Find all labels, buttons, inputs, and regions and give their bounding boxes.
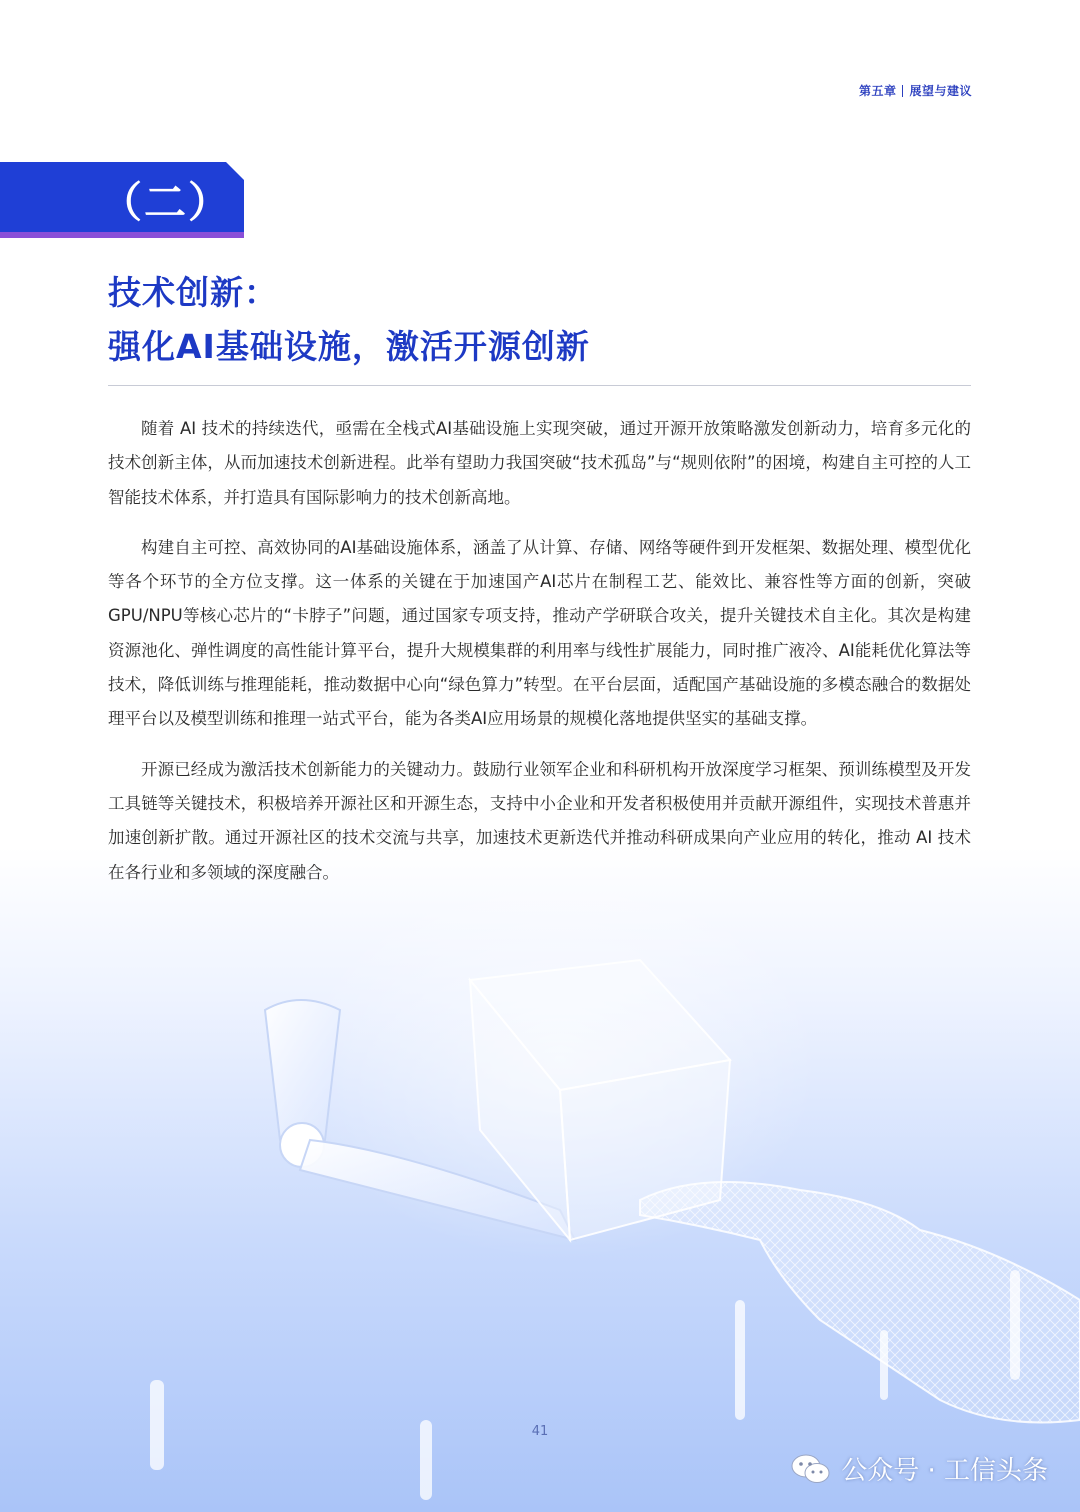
title-line-1: 技术创新： [108,273,278,312]
wechat-icon [791,1452,831,1486]
section-number-tab [0,162,244,238]
watermark-text: 公众号 · 工信头条 [841,1456,1048,1486]
body-text [108,412,971,906]
title-divider [108,385,971,386]
watermark [791,1450,1048,1487]
page-number: 41 [531,1424,549,1439]
title-line-2: 强化AI基础设施，激活开源创新 [108,327,590,366]
chapter-label: 第五章 [858,84,897,98]
header-separator [902,85,903,97]
section-label: 展望与建议 [909,84,972,98]
paragraph: 构建自主可控、高效协同的AI基础设施体系，涵盖了从计算、存储、网络等硬件到开发框架、数据处理、模型优化等各个环节的全方位支撑。这一体系的关键在于加速国产AI芯片在制程工艺、能效比、兼容性等方面的创新，突破GPU/NPU等核心芯片的“卡脖子”问题，通过国家专项支持，推动产学研联合攻关，提升关键技术自主化。其次是构建资源池化、弹性调度的高性能计算平台，提升大规模集群的利用率与线性扩展能力，同时推广液冷、AI能耗优化算法等技术，降低训练与推理能耗，推动数据中心向“绿色算力”转型。在平台层面，适配国产基础设施的多模态融合的数据处理平台以及模型训练和推理一站式平台，能为各类AI应用场景的规模化落地提供坚实的基础支撑。 [108,537,971,729]
running-header [859,82,972,99]
paragraph: 开源已经成为激活技术创新能力的关键动力。鼓励行业领军企业和科研机构开放深度学习框架、预训练模型及开发工具链等关键技术，积极培养开源社区和开源生态，支持中小企业和开发者积极使用并贡献开源组件，实现技术普惠并加速创新扩散。通过开源社区的技术交流与共享，加速技术更新迭代并推动科研成果向产业应用的转化，推动 AI 技术在各行业和多领域的深度融合。 [108,759,971,882]
page-title [108,266,590,374]
section-number: （二） [100,178,233,227]
paragraph: 随着 AI 技术的持续迭代，亟需在全栈式AI基础设施上实现突破，通过开源开放策略激发创新动力，培育多元化的技术创新主体，从而加速技术创新进程。此举有望助力我国突破“技术孤岛”与“规则依附”的困境，构建自主可控的人工智能技术体系，并打造具有国际影响力的技术创新高地。 [108,419,971,507]
